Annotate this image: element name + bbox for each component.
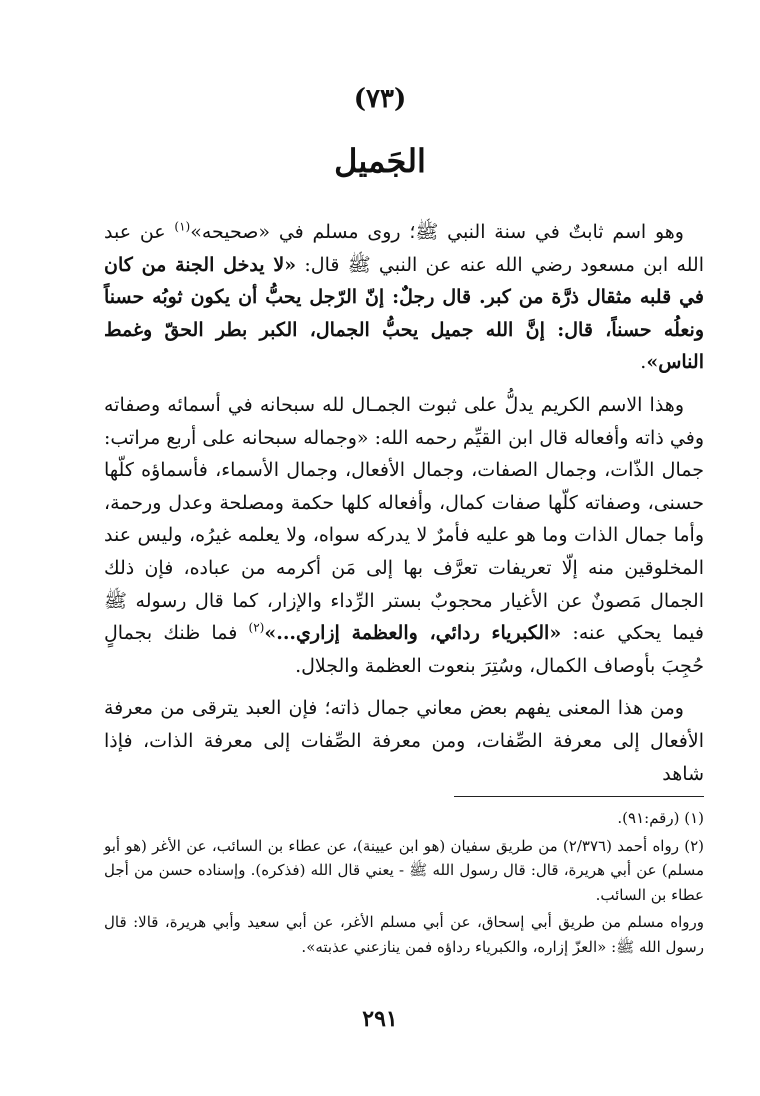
- text-segment: ومن هذا المعنى يفهم بعض معاني جمال ذاته؛ فإن العبد يترقى من معرفة الأفعال إلى معرفة الصِّفات، ومن معرفة الصِّفات إلى معرفة الذات، فإذا شاهد: [104, 697, 704, 785]
- text-segment: .: [640, 351, 647, 374]
- footnote-divider: [454, 796, 704, 797]
- hadith-quote: «الكبرياء ردائي، والعظمة إزاري...»: [264, 622, 562, 645]
- text-segment: وهذا الاسم الكريم يدلُّ على ثبوت الجمـال لله سبحانه في أسمائه وصفاته وفي ذاته وأفعاله قال ابن القيِّم رحمه الله: «وجماله سبحانه على أربع مراتب: جمال الذّات، وجمال الصفات، وجمال الأفعال، وجمال الأسماء، فأسماؤه كلّها حسنى، وصفاته كلّها صفات كمال، وأفعاله كلها حكمة ومصلحة وعدل ورحمة، وأما جمال الذات وما هو عليه فأمرٌ لا يدركه سواه، ولا يعلمه غيرُه، وليس عند المخلوقين منه إلّا تعريفات تعرَّف بها إلى مَن أكرمه من عباده، فإن ذلك الجمال مَصونٌ عن الأغيار محجوبٌ بستر الرِّداء والإزار، كما قال رسوله ﷺ فيما يحكي عنه:: [104, 393, 704, 645]
- footnote-2: (٢) رواه أحمد (٢/٣٧٦) من طريق سفيان (هو ابن عيينة)، عن عطاء بن السائب، عن الأغر (هو أبو مسلم) عن أبي هريرة، قال: قال رسول الله ﷺ - يعني قال الله (فذكره). وإسناده حسن من أجل عطاء بن السائب.: [104, 836, 704, 904]
- footnote-ref-1: (١): [174, 219, 191, 234]
- footnote-3: ورواه مسلم من طريق أبي إسحاق، عن أبي مسلم الأغر، عن أبي سعيد وأبي هريرة، قالا: قال رسول الله ﷺ: «العزّ إزاره، والكبرياء رداؤه فمن ينازعني عذبته».: [104, 913, 704, 956]
- footnote-ref-2: (٢): [248, 620, 265, 635]
- paragraph-1: [104, 216, 704, 379]
- page-number: ٢٩١: [362, 1006, 398, 1032]
- text-segment: فما ظنك بجمالٍ حُجِبَ بأوصاف الكمال، وسُتِرَ بنعوت العظمة والجلال.: [104, 622, 704, 677]
- hadith-quote: «لا يدخل الجنة من كان في قلبه مثقال ذرَّة من كبر. قال رجلٌ: إنّ الرّجل يحبُّ أن يكون ثوبُه حسناً ونعلُه حسناً، قال: إنَّ الله جميل يحبُّ الجمال، الكبر بطر الحقّ وغمط الناس»: [104, 253, 704, 374]
- paragraph-2: [104, 389, 704, 682]
- footnote-1: (١) (رقم:٩١).: [617, 809, 704, 827]
- body-text: [104, 216, 704, 800]
- chapter-title: الجَميل: [334, 142, 426, 180]
- text-segment: وهو اسم ثابتٌ في سنة النبي ﷺ؛ روى مسلم في «صحيحه»: [190, 221, 684, 243]
- text-segment: عن عبد الله ابن مسعود رضي الله عنه عن النبي ﷺ قال:: [104, 221, 704, 276]
- paragraph-3: [104, 692, 704, 790]
- footnotes: [104, 806, 704, 962]
- chapter-number: (٧٣): [353, 84, 407, 114]
